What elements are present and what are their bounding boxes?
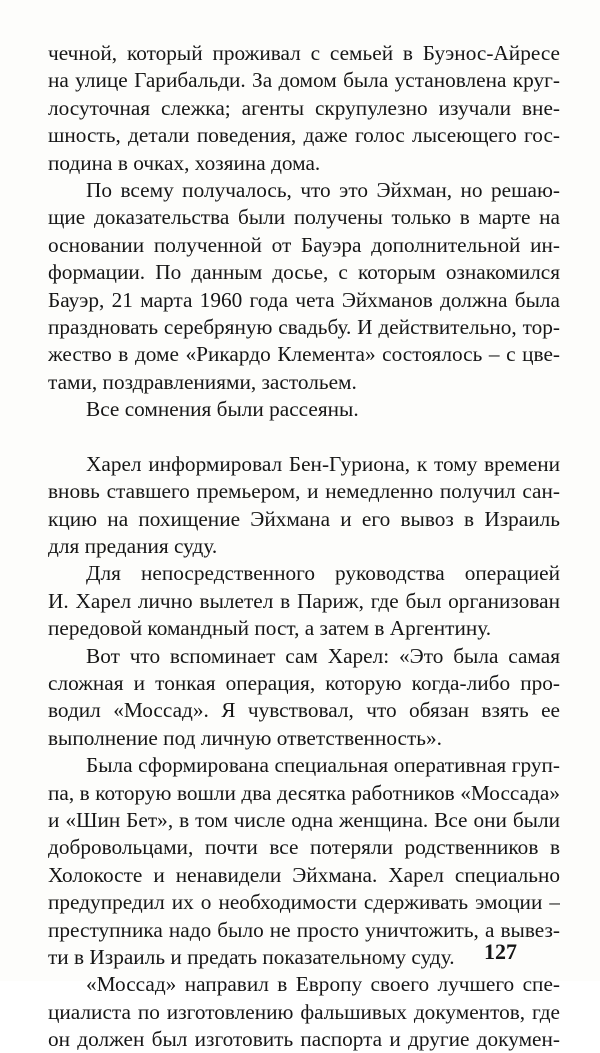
text-line: шность, детали поведения, даже голос лысеющего гос- bbox=[48, 123, 560, 148]
text-line: По всему получалось, что это Эйхман, но решаю- bbox=[86, 177, 560, 202]
text-line: преступника надо было не просто уничтожить, а вывез- bbox=[48, 917, 560, 942]
text-line: лосуточная слежка; агенты скрупулезно изучали вне- bbox=[48, 95, 560, 120]
text-line: жество в доме «Рикардо Клемента» состоялось – с цве- bbox=[48, 342, 560, 367]
text-line: циалиста по изготовлению фальшивых документов, где bbox=[48, 999, 560, 1024]
text-line: формации. По данным досье, с которым ознакомился bbox=[48, 260, 560, 285]
text-line: Все сомнения были рассеяны. bbox=[86, 397, 359, 422]
section-break bbox=[48, 423, 560, 450]
text-line: сложная и тонкая операция, которую когда-либо про- bbox=[48, 670, 560, 695]
text-line: «Моссад» направил в Европу своего лучшего спе- bbox=[86, 972, 560, 997]
body-text bbox=[48, 40, 560, 1053]
text-line: кцию на похищение Эйхмана и его вывоз в Израиль bbox=[48, 506, 560, 531]
text-line: щие доказательства были получены только в марте на bbox=[48, 205, 560, 230]
text-line: чечной, который проживал с семьей в Буэнос-Айресе bbox=[48, 41, 560, 65]
text-line: Харел информировал Бен-Гуриона, к тому времени bbox=[86, 451, 560, 476]
text-line: Была сформирована специальная оперативная груп- bbox=[86, 753, 560, 778]
text-line: выполнение под личную ответственность». bbox=[48, 725, 442, 750]
text-line: подина в очках, хозяина дома. bbox=[48, 150, 321, 175]
text-line: праздновать серебряную свадьбу. И действительно, тор- bbox=[48, 314, 560, 339]
text-line: Бауэр, 21 марта 1960 года чета Эйхманов должна была bbox=[48, 287, 560, 312]
text-line: и «Шин Бет», в том числе одна женщина. Все они были bbox=[48, 807, 560, 832]
text-line: тами, поздравлениями, застольем. bbox=[48, 369, 357, 394]
page-number: 127 bbox=[484, 939, 517, 964]
text-line: И. Харел лично вылетел в Париж, где был организован bbox=[48, 588, 560, 613]
text-line: вновь ставшего премьером, и немедленно получил сан- bbox=[48, 479, 560, 504]
text-line: Для непосредственного руководства операцией bbox=[86, 561, 560, 586]
text-line: водил «Моссад». Я чувствовал, что обязан взять ее bbox=[48, 698, 560, 723]
text-line: основании полученной от Бауэра дополнительной ин- bbox=[48, 232, 560, 257]
text-line: предупредил их о необходимости сдерживать эмоции – bbox=[48, 890, 560, 915]
text-line: он должен был изготовить паспорта и другие докумен- bbox=[48, 1027, 560, 1052]
text-line: передовой командный пост, а затем в Аргентину. bbox=[48, 616, 492, 641]
text-line: Вот что вспоминает сам Харел: «Это была самая bbox=[86, 643, 560, 668]
text-line: Холокосте и ненавидели Эйхмана. Харел специально bbox=[48, 862, 560, 887]
text-line: па, в которую вошли два десятка работников «Моссада» bbox=[48, 780, 560, 805]
text-line: на улице Гарибальди. За домом была установлена круг- bbox=[48, 68, 560, 93]
text-line: для предания суду. bbox=[48, 534, 218, 559]
text-line: ти в Израиль и предать показательному суду. bbox=[48, 944, 455, 969]
text-line: добровольцами, почти все потеряли родственников в bbox=[48, 835, 560, 860]
